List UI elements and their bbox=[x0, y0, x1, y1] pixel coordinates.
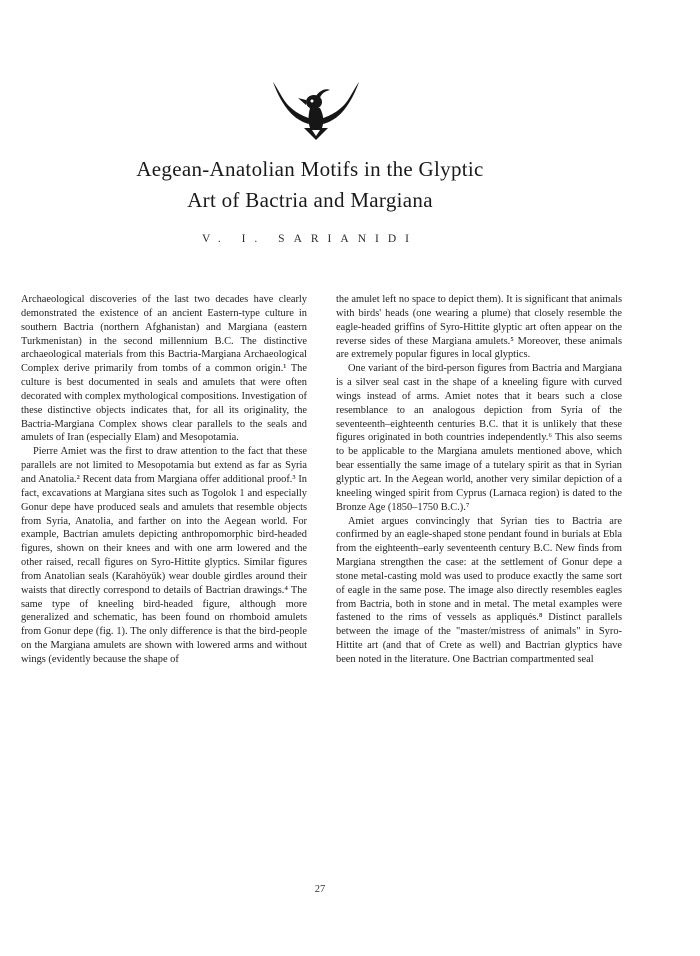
paragraph: the amulet left no space to depict them). It is significant that animals with birds' heads (one wearing a plume) that closely resemble the eagle-headed griffins of Syro-Hittite glyptic art often appear on the reverse sides of these Margiana amulets.⁵ Moreover, these animals are extremely popular figures in local glyptics. bbox=[336, 294, 622, 361]
left-text-column bbox=[21, 293, 307, 667]
article-title-line-2: Art of Bactria and Margiana bbox=[187, 188, 433, 212]
page-number: 27 bbox=[314, 884, 326, 895]
author-name: V. I. SARIANIDI bbox=[202, 233, 418, 245]
paragraph: Pierre Amiet was the first to draw attention to the fact that these parallels are not limited to Mesopotamia but extend as far as Syria and Anatolia.² Recent data from Margiana offer additional proof.³ In fact, excavations at Margiana sites such as Togolok 1 and especially Gonur depe have produced seals and amulets that resemble objects from Syria, Anatolia, and farther on into the Aegean world. For example, Bactrian amulets depicting anthropomorphic bird-headed figures, shown on their knees and with one arm lowered and the other raised, recall figures on Syro-Hittite glyptics. Similar figures from Anatolian seals (Karahöyük) wear double girdles around their waists that directly correspond to details of Bactrian drawings.⁴ The same type of kneeling bird-headed figure, although more generalized and schematic, has been found on rhomboid amulets from Gonur depe (fig. 1). The only difference is that the bird-people on the Margiana amulets are shown with lowered arms and without wings (evidently because the shape of bbox=[21, 446, 307, 665]
paragraph: One variant of the bird-person figures from Bactria and Margiana is a silver seal cast in the shape of a kneeling figure with curved wings instead of arms. Amiet notes that it bears such a close resemblance to an analogous depiction from Syria of the seventeenth–eighteenth centuries B.C. that it is unlikely that these figures originated in both countries independently.⁶ This also seems to be applicable to the Margiana amulets mentioned above, which bear essentially the same image of a tutelary spirit as that in Syrian glyptic art. In the Aegean world, another very similar depiction of a kneeling winged spirit from Cyprus (Larnaca region) is dated to the Bronze Age (1850–1750 B.C.).⁷ bbox=[336, 363, 622, 513]
paragraph: Amiet argues convincingly that Syrian ties to Bactria are confirmed by an eagle-shaped stone pendant found in burials at Ebla from the eighteenth–early seventeenth century B.C. New finds from Margiana strengthen the case: at the settlement of Gonur depe a stone metal-casting mold was used to produce exactly the same sort of eagle in the same pose. The image also directly resembles eagles from Bactria, both in stone and in metal. The metal examples were fastened to the rims of vessels as appliqués.⁸ Distinct parallels between the image of the "master/mistress of animals" in Syro-Hittite art (and that of Crete as well) and Bactrian glyptics have been noted in the literature. One Bactrian compartmented seal bbox=[336, 515, 622, 665]
right-text-column bbox=[336, 293, 622, 667]
article-title-line-1: Aegean-Anatolian Motifs in the Glyptic bbox=[136, 157, 484, 181]
paragraph: Archaeological discoveries of the last two decades have clearly demonstrated the existence of an ancient Eastern-type culture in southern Bactria (northern Afghanistan) and Margiana (eastern Turkmenistan) in the second millennium B.C. The distinctive archaeological materials from this Bactria-Margiana Archaeological Complex derive primarily from tombs of a common origin.¹ The culture is best documented in seals and amulets that were often decorated with complex mythological compositions. Investigation of these distinctive objects indicates that, for all its originality, the Bactria-Margiana Complex shows clear parallels to the seals and amulets of Iran (especially Elam) and Mesopotamia. bbox=[21, 294, 307, 444]
winged-bird-emblem-icon bbox=[270, 78, 362, 140]
